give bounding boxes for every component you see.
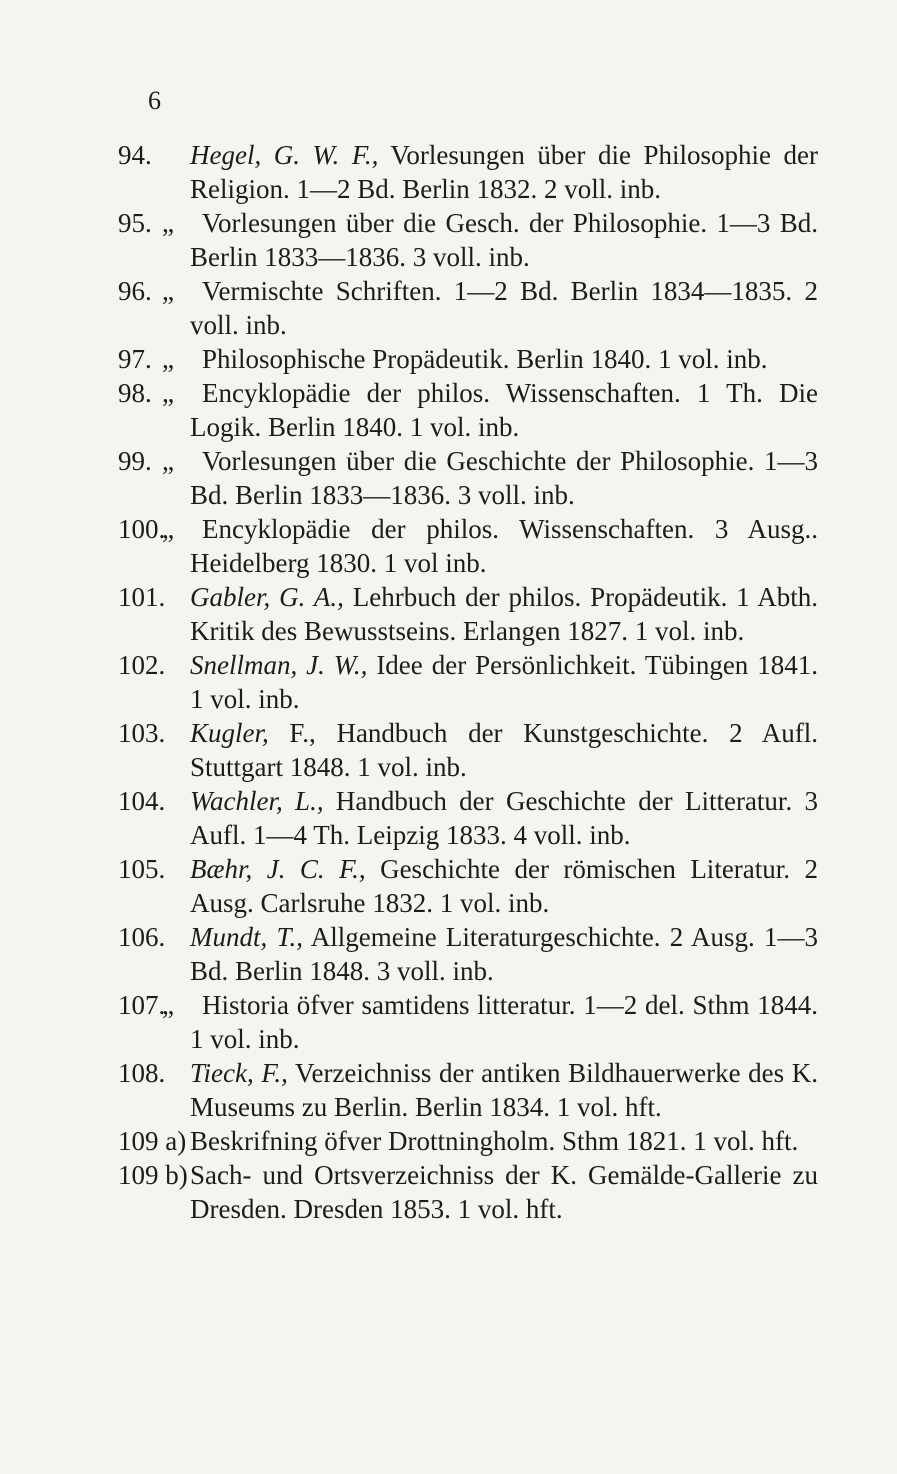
entry-body: Allgemeine Literaturgeschichte. 2 Ausg. 1—3 Bd. Berlin 1848. 3 voll. inb. — [190, 922, 818, 986]
entry-number: 99. — [118, 446, 152, 476]
entry-text — [190, 648, 818, 716]
ditto-mark: „ — [162, 276, 174, 306]
entry-number: 97. — [118, 344, 152, 374]
entry-author: Bæhr, J. C. F., — [190, 854, 366, 884]
entry-text — [190, 920, 818, 988]
entry-author: Wachler, L., — [190, 786, 324, 816]
catalog-entry — [118, 1158, 818, 1226]
catalog-entry — [118, 580, 818, 648]
entry-author: Hegel, G. W. F., — [190, 140, 379, 170]
entry-text — [190, 1056, 818, 1124]
entry-body: Vorlesungen über die Philosophie der Religion. 1—2 Bd. Berlin 1832. 2 voll. inb. — [190, 140, 818, 204]
entry-author: Kugler, — [190, 718, 269, 748]
entry-text — [190, 1158, 818, 1226]
entry-number: 105. — [118, 854, 166, 884]
entry-number: 106. — [118, 922, 166, 952]
entry-text — [190, 784, 818, 852]
entry-number: 98. — [118, 378, 152, 408]
catalog-entry — [118, 376, 818, 444]
entry-author: Gabler, G. A., — [190, 582, 344, 612]
ditto-mark: „ — [162, 344, 174, 374]
entry-text — [162, 274, 818, 342]
entry-body: Vermischte Schriften. 1—2 Bd. Berlin 1834—1835. 2 voll. inb. — [190, 276, 818, 340]
entry-text — [162, 376, 818, 444]
entry-body: Sach- und Ortsverzeichniss der K. Gemälde-Gallerie zu Dresden. Dresden 1853. 1 vol. hft. — [190, 1160, 818, 1224]
entry-body: Lehrbuch der philos. Propädeutik. 1 Abth. Kritik des Bewusstseins. Erlangen 1827. 1 vol. inb. — [190, 582, 818, 646]
entry-body: Geschichte der römischen Literatur. 2 Ausg. Carlsruhe 1832. 1 vol. inb. — [190, 854, 818, 918]
catalog-entry — [118, 274, 818, 342]
entry-number: 107. — [118, 990, 166, 1020]
catalog-entry — [118, 138, 818, 206]
entry-author: Tieck, F., — [190, 1058, 288, 1088]
ditto-mark: „ — [162, 990, 174, 1020]
entry-body: Vorlesungen über die Geschichte der Philosophie. 1—3 Bd. Berlin 1833—1836. 3 voll. inb. — [190, 446, 818, 510]
entry-body: Idee der Persönlichkeit. Tübingen 1841. 1 vol. inb. — [190, 650, 818, 714]
entry-text — [162, 342, 818, 376]
catalog-entry — [118, 444, 818, 512]
entry-text — [190, 716, 818, 784]
entry-number: 108. — [118, 1058, 166, 1088]
entry-number: 102. — [118, 650, 166, 680]
entry-body: Philosophische Propädeutik. Berlin 1840. 1 vol. inb. — [202, 344, 768, 374]
entry-number: 109 a) — [118, 1126, 187, 1156]
page-number: 6 — [148, 86, 161, 115]
catalog-entry — [118, 988, 818, 1056]
entry-text — [162, 988, 818, 1056]
entry-body: Handbuch der Geschichte der Litteratur. 3 Aufl. 1—4 Th. Leipzig 1833. 4 voll. inb. — [190, 786, 818, 850]
entry-body: Historia öfver samtidens litteratur. 1—2 del. Sthm 1844. 1 vol. inb. — [190, 990, 818, 1054]
catalog-entry — [118, 342, 818, 376]
entry-text — [162, 512, 818, 580]
catalog-entries — [118, 138, 818, 1226]
entry-number: 109 b) — [118, 1160, 188, 1190]
entry-text — [162, 206, 818, 274]
entry-number: 101. — [118, 582, 166, 612]
ditto-mark: „ — [162, 378, 174, 408]
ditto-mark: „ — [162, 446, 174, 476]
catalog-entry — [118, 1124, 818, 1158]
entry-text — [190, 138, 818, 206]
entry-body: F., Handbuch der Kunstgeschichte. 2 Aufl. Stuttgart 1848. 1 vol. inb. — [190, 718, 818, 782]
entry-text — [162, 444, 818, 512]
catalog-entry — [118, 716, 818, 784]
catalog-entry — [118, 1056, 818, 1124]
entry-text — [190, 852, 818, 920]
entry-body: Encyklopädie der philos. Wissenschaften. 1 Th. Die Logik. Berlin 1840. 1 vol. inb. — [190, 378, 818, 442]
ditto-mark: „ — [162, 514, 174, 544]
entry-body: Vorlesungen über die Gesch. der Philosophie. 1—3 Bd. Berlin 1833—1836. 3 voll. inb. — [190, 208, 818, 272]
entry-number: 100. — [118, 514, 166, 544]
entry-text — [190, 580, 818, 648]
ditto-mark: „ — [162, 208, 174, 238]
entry-number: 94. — [118, 140, 152, 170]
entry-author: Mundt, T., — [190, 922, 303, 952]
entry-body: Verzeichniss der antiken Bildhauerwerke des K. Museums zu Berlin. Berlin 1834. 1 vol. hft. — [190, 1058, 818, 1122]
entry-number: 103. — [118, 718, 166, 748]
entry-number: 96. — [118, 276, 152, 306]
entry-body: Beskrifning öfver Drottningholm. Sthm 1821. 1 vol. hft. — [190, 1126, 799, 1156]
catalog-entry — [118, 512, 818, 580]
entry-number: 95. — [118, 208, 152, 238]
catalog-entry — [118, 920, 818, 988]
catalog-entry — [118, 206, 818, 274]
catalog-entry — [118, 648, 818, 716]
entry-text — [190, 1124, 818, 1158]
entry-number: 104. — [118, 786, 166, 816]
entry-body: Encyklopädie der philos. Wissenschaften. 3 Ausg.. Heidelberg 1830. 1 vol inb. — [190, 514, 818, 578]
catalog-entry — [118, 852, 818, 920]
entry-author: Snellman, J. W., — [190, 650, 368, 680]
catalog-entry — [118, 784, 818, 852]
